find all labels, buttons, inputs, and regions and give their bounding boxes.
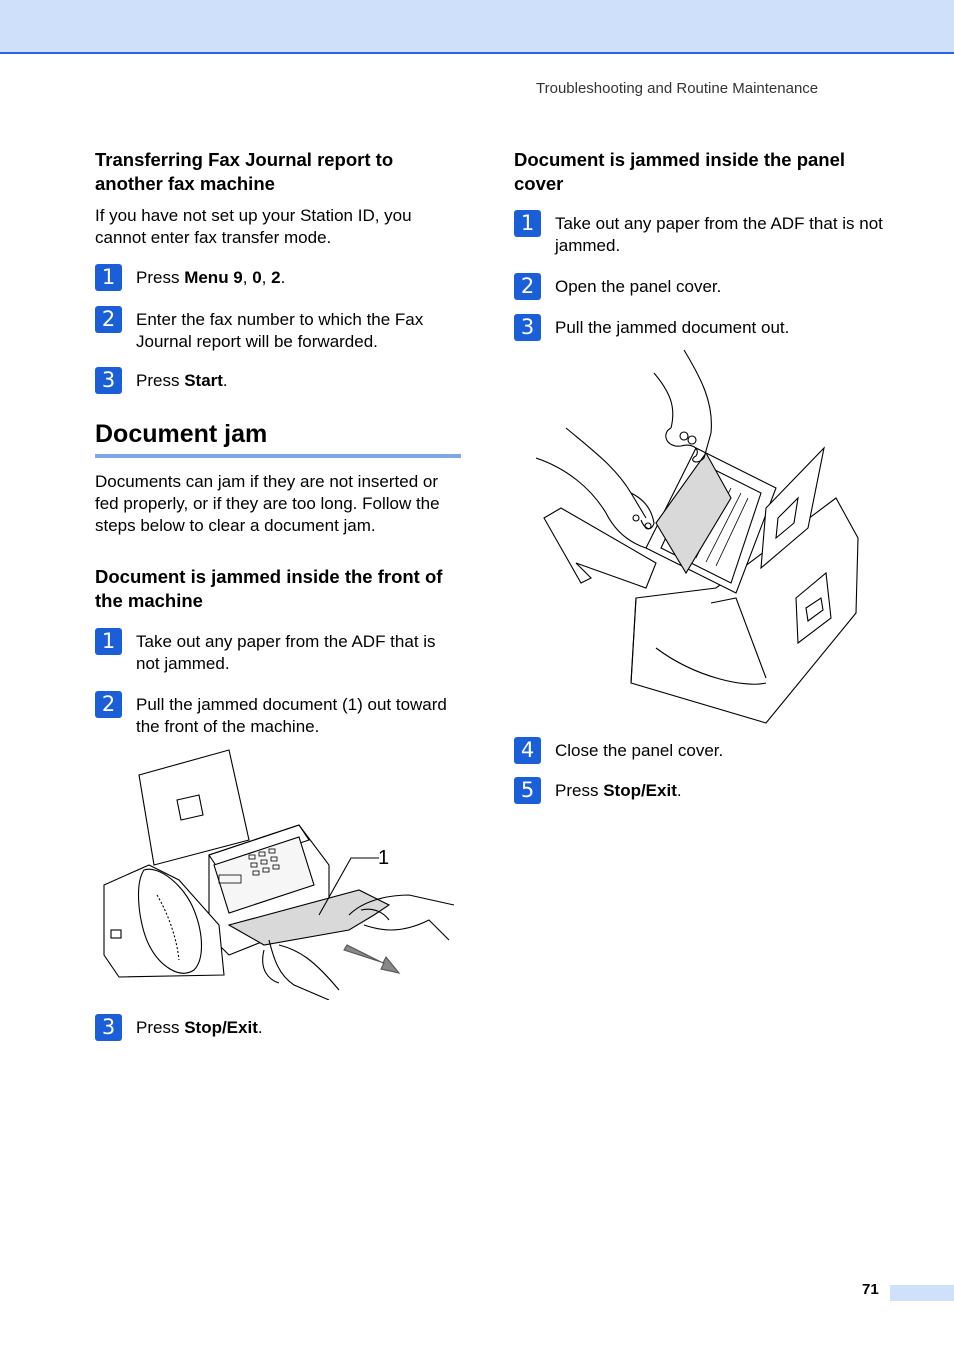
step-text: Press Stop/Exit. [555,781,682,800]
panel-jam-illustration [536,348,861,724]
step-number: 1 [95,264,122,291]
step-text: Enter the fax number to which the Fax Journal report will be forwarded. [136,310,424,351]
step-number: 4 [514,737,541,764]
step-text: Pull the jammed document (1) out toward the front of the machine. [136,695,447,736]
step-number: 3 [95,1014,122,1041]
step-text: Take out any paper from the ADF that is not jammed. [136,632,436,673]
step-text: Take out any paper from the ADF that is not jammed. [555,214,883,255]
section-heading-panel: Document is jammed inside the panel cover [514,149,846,194]
step-number: 2 [95,306,122,333]
page-number: 71 [862,1281,879,1298]
callout-label: 1 [378,847,390,869]
step-text: Pull the jammed document out. [555,318,790,337]
front-jam-illustration [99,745,461,1000]
step-number: 3 [514,314,541,341]
step-number: 1 [514,210,541,237]
step-text: Open the panel cover. [555,277,722,296]
step-number: 2 [95,691,122,718]
step-text: Press Menu 9, 0, 2. [136,268,286,287]
header-band [0,0,954,54]
document-jam-intro: Documents can jam if they are not inserted or fed properly, or if they are too long. Follow the steps below to clear a document jam. [95,472,440,535]
section-heading-document-jam: Document jam [95,420,461,458]
running-head: Troubleshooting and Routine Maintenance [536,80,819,97]
step-text: Close the panel cover. [555,741,724,760]
step-number: 1 [95,628,122,655]
step-number: 3 [95,367,122,394]
step-text: Press Start. [136,371,228,390]
step-text: Press Stop/Exit. [136,1018,263,1037]
step-number: 2 [514,273,541,300]
section-heading-fax-journal: Transferring Fax Journal report to another fax machine [95,149,394,194]
fax-journal-intro: If you have not set up your Station ID, you cannot enter fax transfer mode. [95,206,412,247]
section-heading-front: Document is jammed inside the front of the machine [95,566,443,611]
page-tab [890,1285,954,1301]
step-number: 5 [514,777,541,804]
